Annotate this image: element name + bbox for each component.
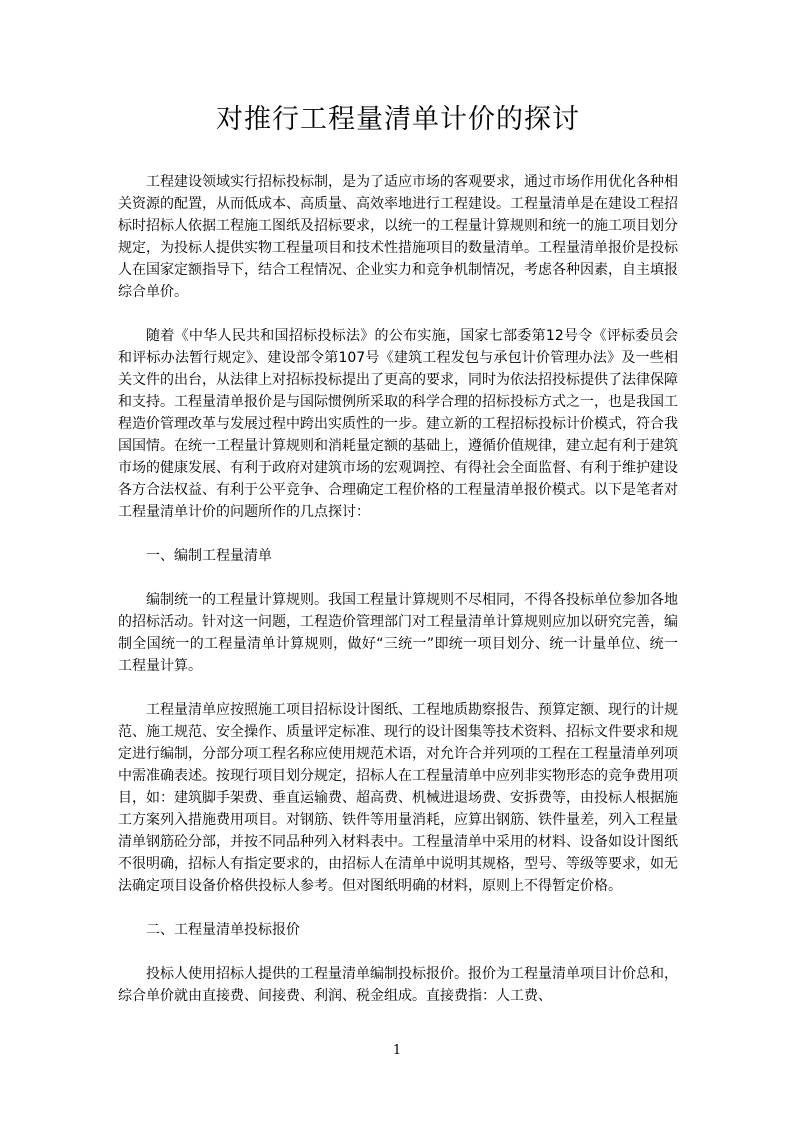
document-title: 对推行工程量清单计价的探讨 (216, 104, 580, 135)
paragraph-background: 随着《中华人民共和国招标投标法》的公布实施，国家七部委第12号令《评标委员会和评标办法暂行规定》、建设部令第107号《建筑工程发包与承包计价管理办法》及一些相关文件的出台，从法律上对招标投标提出了更高的要求，同时为依法招投标提供了法律保障和支持。工程量清单报价是与国际惯例所采取的科学合理的招标投标方式之一，也是我国工程造价管理改革与发展过程中跨出实质性的一步。建立新的工程招标投标计价模式，符合我国国情。在统一工程量计算规则和消耗量定额的基础上，遵循价值规律，建立起有利于建筑市场的健康发展、有利于政府对建筑市场的宏观调控、有得社会全面监督、有利于维护建设各方合法权益、有利于公平竞争、合理确定工程价格的工程量清单报价模式。以下是笔者对工程量清单计价的问题所作的几点探讨： (118, 328, 678, 520)
paragraph-bidding: 投标人使用招标人提供的工程量清单编制投标报价。报价为工程量清单项目计价总和，综合单价就由直接费、间接费、利润、税金组成。直接费指：人工费、 (118, 966, 678, 1004)
paragraph-intro: 工程建设领域实行招标投标制，是为了适应市场的客观要求，通过市场作用优化各种相关资源的配置，从而低成本、高质量、高效率地进行工程建设。工程量清单是在建设工程招标时招标人依据工程施工图纸及招标要求，以统一的工程量计算规则和统一的施工项目划分规定，为投标人提供实物工程量项目和技术性措施项目的数量清单。工程量清单报价是投标人在国家定额指导下，结合工程情况、企业实力和竞争机制情况，考虑各种因素，自主填报综合单价。 (118, 174, 678, 300)
section-heading-1: 一、编制工程量清单 (146, 548, 272, 564)
paragraph-rules: 编制统一的工程量计算规则。我国工程量计算规则不尽相同，不得各投标单位参加各地的招标活动。针对这一问题，工程造价管理部门对工程量清单计算规则应加以研究完善，编制全国统一的工程量清单计算规则，做好“三统一”即统一项目划分、统一计量单位、统一工程量计算。 (118, 592, 678, 674)
document-body (118, 95, 678, 1029)
page-number: 1 (392, 1043, 402, 1058)
paragraph-compilation: 工程量清单应按照施工项目招标设计图纸、工程地质勘察报告、预算定额、现行的计规范、施工规范、安全操作、质量评定标准、现行的设计图集等技术资料、招标文件要求和规定进行编制，分部分项工程名称应使用规范术语，对允许合并列项的工程在工程量清单列项中需准确表述。按现行项目划分规定，招标人在工程量清单中应列非实物形态的竞争费用项目，如：建筑脚手架费、垂直运输费、超高费、机械进退场费、安拆费等，由投标人根据施工方案列入措施费用项目。对钢筋、铁件等用量消耗，应算出钢筋、铁件量差，列入工程量清单钢筋砼分部，并按不同品种列入材料表中。工程量清单中采用的材料、设备如设计图纸不很明确，招标人有指定要求的，由招标人在清单中说明其规格，型号、等级等要求，如无法确定项目设备价格供投标人参考。但对图纸明确的材料，原则上不得暂定价格。 (118, 702, 678, 894)
section-heading-2: 二、工程量清单投标报价 (146, 922, 300, 938)
